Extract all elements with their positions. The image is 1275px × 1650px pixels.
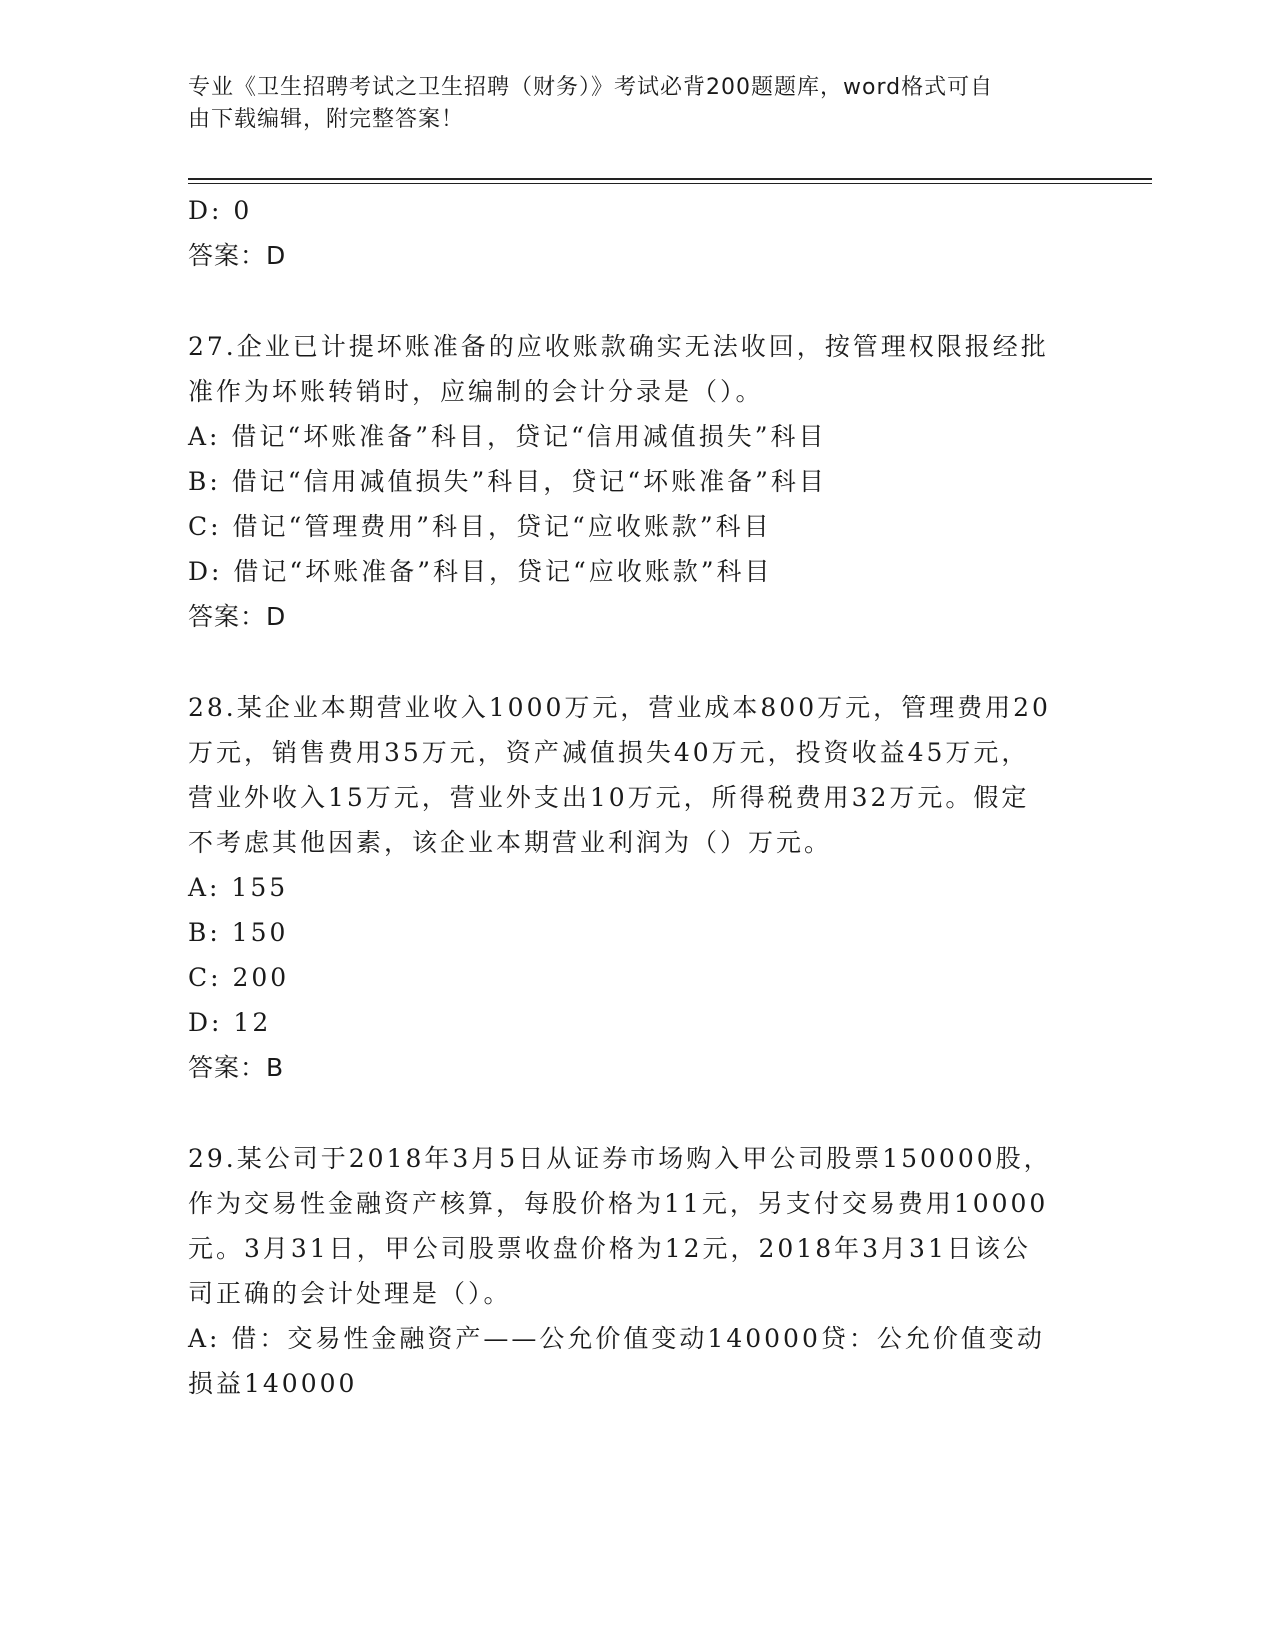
question-stem: 作为交易性金融资产核算，每股价格为11元，另支付交易费用10000 [188, 1189, 1049, 1218]
spacer [188, 278, 1088, 324]
answer-line: 答案：B [188, 1053, 285, 1082]
question-27 [188, 324, 1088, 639]
question-stem: 准作为坏账转销时，应编制的会计分录是（）。 [188, 377, 764, 406]
option-c: C: 200 [188, 963, 290, 992]
answer-line: 答案：D [188, 602, 287, 631]
header-divider-thick [188, 178, 1152, 180]
option-d: D: 0 [188, 196, 253, 225]
question-26-tail [188, 188, 1088, 278]
question-stem: 营业外收入15万元，营业外支出10万元，所得税费用32万元。假定 [188, 783, 1030, 812]
question-stem: 27.企业已计提坏账准备的应收账款确实无法收回，按管理权限报经批 [188, 332, 1049, 361]
question-stem: 元。3月31日，甲公司股票收盘价格为12元，2018年3月31日该公 [188, 1234, 1031, 1263]
option-b: B: 150 [188, 918, 289, 947]
option-d: D: 借记“坏账准备”科目，贷记“应收账款”科目 [188, 557, 773, 586]
question-29 [188, 1136, 1088, 1406]
option-d: D: 12 [188, 1008, 272, 1037]
document-header [188, 72, 1068, 136]
question-stem: 29.某公司于2018年3月5日从证券市场购入甲公司股票150000股， [188, 1144, 1052, 1173]
option-c: C: 借记“管理费用”科目，贷记“应收账款”科目 [188, 512, 772, 541]
option-b: B: 借记“信用减值损失”科目，贷记“坏账准备”科目 [188, 467, 827, 496]
question-28 [188, 685, 1088, 1090]
document-body [188, 188, 1088, 1406]
header-title-line-2: 由下载编辑，附完整答案！ [188, 107, 465, 132]
question-stem: 不考虑其他因素，该企业本期营业利润为（）万元。 [188, 828, 833, 857]
question-stem: 司正确的会计处理是（）。 [188, 1279, 512, 1308]
spacer [188, 639, 1088, 685]
header-title-line-1: 专业《卫生招聘考试之卫生招聘（财务）》考试必背200题题库，word格式可自 [188, 75, 994, 100]
option-a: A: 借：交易性金融资产——公允价值变动140000贷：公允价值变动 [188, 1324, 1045, 1353]
option-a-continued: 损益140000 [188, 1369, 358, 1398]
question-stem: 28.某企业本期营业收入1000万元，营业成本800万元，管理费用20 [188, 693, 1051, 722]
spacer [188, 1090, 1088, 1136]
header-divider-thin [188, 183, 1152, 184]
answer-line: 答案：D [188, 241, 287, 270]
option-a: A: 借记“坏账准备”科目，贷记“信用减值损失”科目 [188, 422, 827, 451]
question-stem: 万元，销售费用35万元，资产减值损失40万元，投资收益45万元， [188, 738, 1030, 767]
option-a: A: 155 [188, 873, 289, 902]
